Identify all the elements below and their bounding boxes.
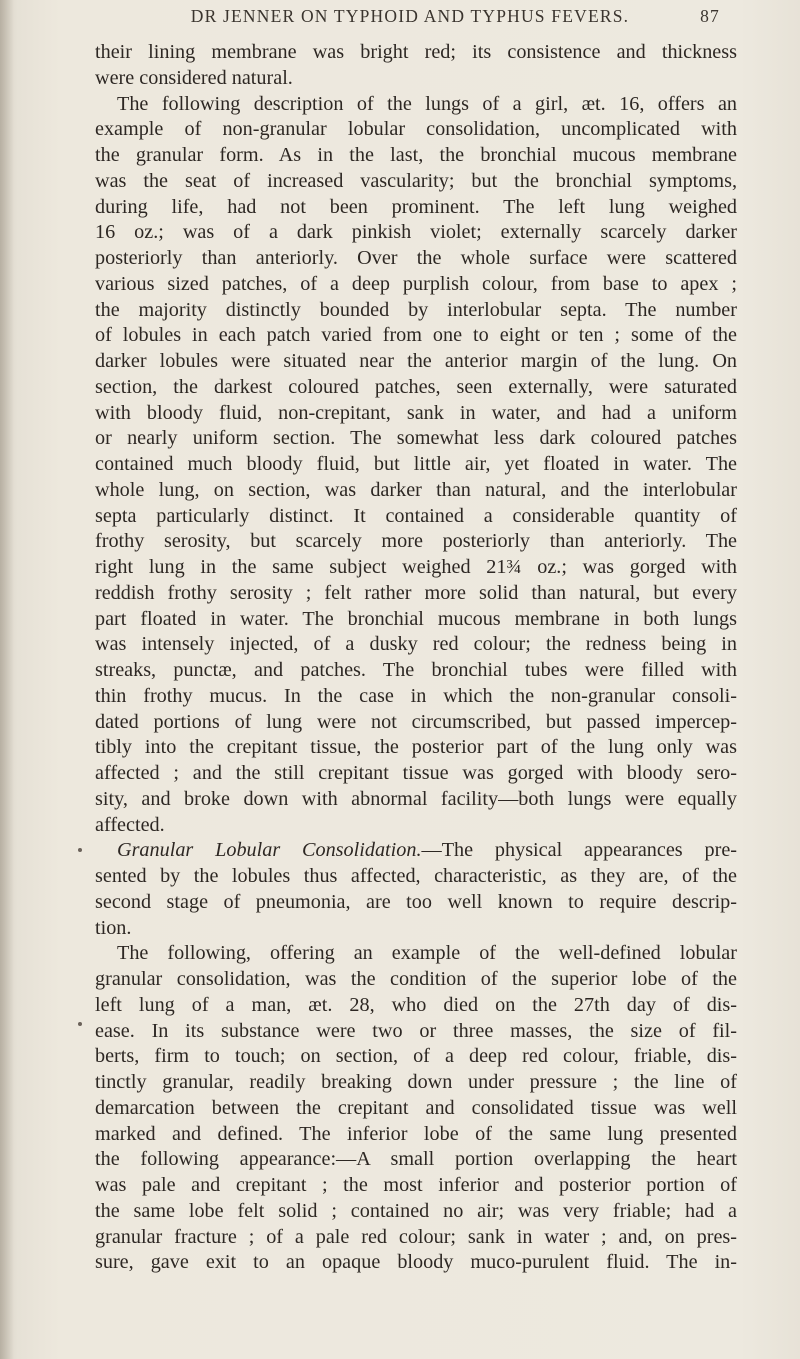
text-line: their lining membrane was bright red; its consistence and thickness: [95, 41, 737, 63]
text-line: the same lobe felt solid ; contained no air; was very friable; had a: [95, 1199, 737, 1222]
text-line: tibly into the crepitant tissue, the posterior part of the lung only was: [95, 736, 737, 759]
text-line: during life, had not been prominent. The left lung weighed: [95, 195, 737, 218]
text-line: sity, and broke down with abnormal facility—both lungs were equally: [95, 787, 737, 810]
text-line: was pale and crepitant ; the most inferior and posterior portion of: [95, 1174, 737, 1196]
section-heading: Granular Lobular Consolidation.: [117, 839, 422, 862]
gutter-shadow: [0, 0, 14, 1359]
text-line: second stage of pneumonia, are too well known to require descrip-: [95, 890, 737, 913]
text-line: the granular form. As in the last, the bronchial mucous membrane: [95, 144, 737, 166]
text-line: tinctly granular, readily breaking down under pressure ; the line of: [95, 1071, 737, 1093]
text-line: whole lung, on section, was darker than natural, and the interlobular: [95, 478, 737, 501]
text-line: posteriorly than anteriorly. Over the whole surface were scattered: [95, 247, 737, 269]
text-line: various sized patches, of a deep purplish colour, from base to apex ;: [95, 272, 737, 295]
text-line: frothy serosity, but scarcely more posteriorly than anteriorly. The: [95, 530, 737, 553]
text-line: streaks, punctæ, and patches. The bronchial tubes were filled with: [95, 659, 737, 681]
text-body: [95, 40, 737, 1276]
text-line: was the seat of increased vascularity; but the bronchial symptoms,: [95, 169, 737, 192]
text-line: sure, gave exit to an opaque bloody muco-purulent fluid. The in-: [95, 1251, 737, 1274]
text-line: septa particularly distinct. It contained a considerable quantity of: [95, 504, 737, 527]
text-line: berts, firm to touch; on section, of a deep red colour, friable, dis-: [95, 1045, 737, 1068]
text-line: left lung of a man, æt. 28, who died on the 27th day of dis-: [95, 993, 737, 1016]
margin-speck: [78, 1022, 82, 1026]
text-line: 16 oz.; was of a dark pinkish violet; externally scarcely darker: [95, 221, 737, 244]
text-line: marked and defined. The inferior lobe of the same lung presented: [95, 1122, 737, 1145]
text-line: example of non-granular lobular consolidation, uncomplicated with: [95, 118, 737, 141]
text-line: part floated in water. The bronchial mucous membrane in both lungs: [95, 607, 737, 630]
running-head-title: DR JENNER ON TYPHOID AND TYPHUS FEVERS.: [190, 6, 630, 26]
text-line: the majority distinctly bounded by interlobular septa. The number: [95, 298, 737, 321]
text-line: with bloody fluid, non-crepitant, sank in water, and had a uniform: [95, 401, 737, 424]
text-line: of lobules in each patch varied from one to eight or ten ; some of the: [95, 324, 737, 347]
text-line: The following description of the lungs of a girl, æt. 16, offers an: [117, 92, 737, 115]
text-line: dated portions of lung were not circumscribed, but passed impercep-: [95, 710, 737, 733]
text-line: right lung in the same subject weighed 21¾ oz.; was gorged with: [95, 556, 737, 578]
text-line: The following, offering an example of the well-defined lobular: [117, 942, 737, 965]
text-line: granular fracture ; of a pale red colour; sank in water ; and, on pres-: [95, 1225, 737, 1248]
page-number: 87: [700, 6, 720, 26]
text-line: thin frothy mucus. In the case in which the non-granular consoli-: [95, 684, 737, 707]
text-line: the following appearance:—A small portion overlapping the heart: [95, 1148, 737, 1171]
text-line: contained much bloody fluid, but little air, yet floated in water. The: [95, 453, 737, 475]
margin-speck: [78, 848, 82, 852]
text-line: affected.: [95, 813, 165, 836]
text-line: tion.: [95, 916, 132, 939]
text-line: or nearly uniform section. The somewhat less dark coloured patches: [95, 427, 737, 450]
text-line: darker lobules were situated near the anterior margin of the lung. On: [95, 350, 737, 372]
text-line: was intensely injected, of a dusky red colour; the redness being in: [95, 633, 737, 656]
text-line: section, the darkest coloured patches, seen externally, were saturated: [95, 375, 737, 398]
text-line: granular consolidation, was the condition of the superior lobe of the: [95, 968, 737, 990]
text-line: affected ; and the still crepitant tissue was gorged with bloody sero-: [95, 762, 737, 784]
text-fragment: —The physical appearances pre-: [421, 839, 737, 862]
text-line: were considered natural.: [95, 66, 293, 89]
text-line: sented by the lobules thus affected, characteristic, as they are, of the: [95, 865, 737, 887]
text-line: ease. In its substance were two or three masses, the size of fil-: [95, 1019, 737, 1042]
text-line: demarcation between the crepitant and consolidated tissue was well: [95, 1096, 737, 1119]
text-line: reddish frothy serosity ; felt rather more solid than natural, but every: [95, 581, 737, 604]
running-head: [0, 6, 800, 36]
text-line: [95, 838, 737, 864]
